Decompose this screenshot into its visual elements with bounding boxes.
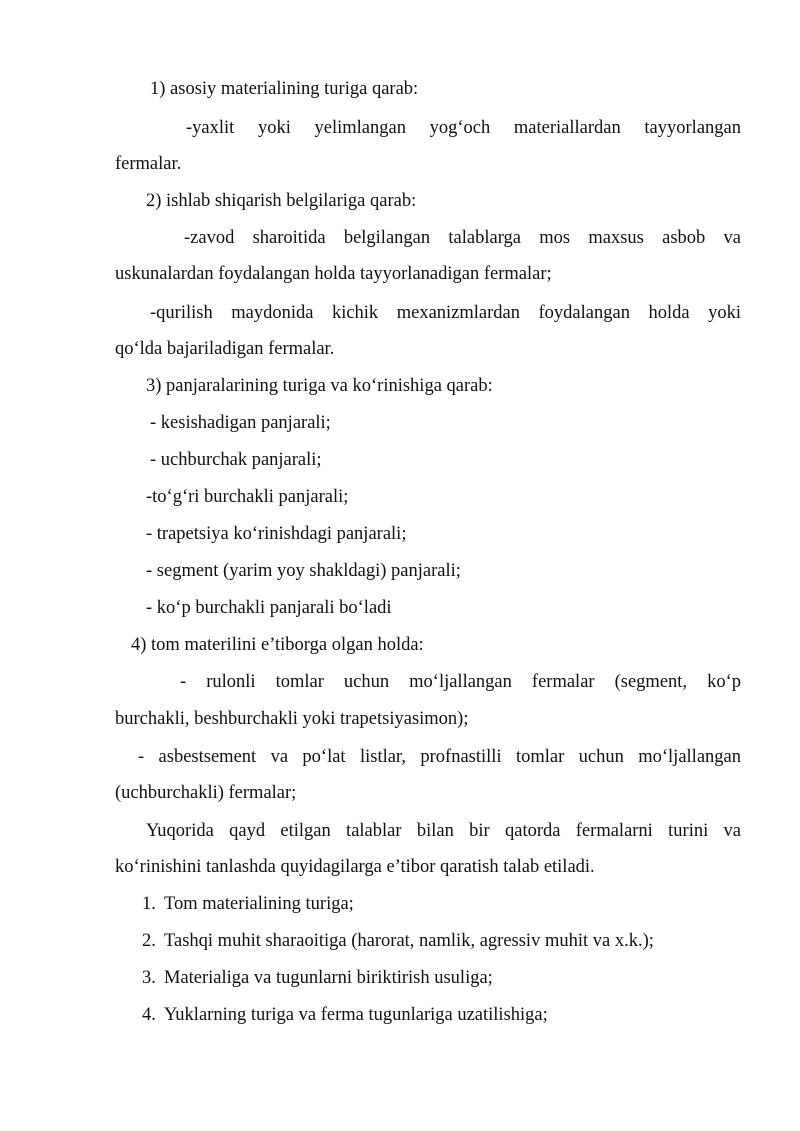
list-item-text: Yuklarning turiga va ferma tugunlariga uzatilishiga;	[164, 1005, 548, 1025]
list-item: - uchburchak panjarali;	[150, 450, 322, 470]
list-item: - ko‘p burchakli panjarali bo‘ladi	[146, 598, 392, 618]
paragraph-line: -qurilish maydonida kichik mexanizmlardan foydalangan holda yoki	[150, 303, 741, 323]
list-number: 4.	[142, 1005, 156, 1025]
list-item: - segment (yarim yoy shakldagi) panjarali;	[146, 561, 461, 581]
section-heading-3: 3) panjaralarining turiga va ko‘rinishiga qarab:	[146, 376, 493, 396]
list-item: - trapetsiya ko‘rinishdagi panjarali;	[146, 524, 407, 544]
section-heading-2: 2) ishlab shiqarish belgilariga qarab:	[146, 191, 417, 211]
list-number: 1.	[142, 894, 156, 914]
paragraph-line: ko‘rinishini tanlashda quyidagilarga e’tibor qaratish talab etiladi.	[115, 857, 595, 877]
paragraph-line: qo‘lda bajariladigan fermalar.	[115, 339, 335, 359]
list-number: 2.	[142, 931, 156, 951]
list-number: 3.	[142, 968, 156, 988]
paragraph-line: (uchburchakli) fermalar;	[115, 783, 297, 803]
list-item: - kesishadigan panjarali;	[150, 413, 331, 433]
list-item-text: Tom materialining turiga;	[164, 894, 354, 914]
list-item: -to‘g‘ri burchakli panjarali;	[146, 487, 349, 507]
paragraph-line: - asbestsement va po‘lat listlar, profnastilli tomlar uchun mo‘ljallangan	[138, 747, 741, 767]
paragraph-line: Yuqorida qayd etilgan talablar bilan bir qatorda fermalarni turini va	[146, 821, 741, 841]
section-heading-4: 4) tom materilini e’tiborga olgan holda:	[131, 635, 424, 655]
paragraph-line: -zavod sharoitida belgilangan talablarga mos maxsus asbob va	[184, 228, 741, 248]
paragraph-line: fermalar.	[115, 154, 182, 174]
paragraph-line: burchakli, beshburchakli yoki trapetsiyasimon);	[115, 709, 469, 729]
list-item-text: Tashqi muhit sharaoitiga (harorat, namlik, agressiv muhit va x.k.);	[164, 931, 654, 951]
section-heading-1: 1) asosiy materialining turiga qarab:	[150, 79, 419, 99]
list-item-text: Materialiga va tugunlarni biriktirish usuliga;	[164, 968, 493, 988]
paragraph-line: -yaxlit yoki yelimlangan yog‘och materiallardan tayyorlangan	[186, 118, 741, 138]
paragraph-line: - rulonli tomlar uchun mo‘ljallangan fermalar (segment, ko‘p	[180, 672, 741, 692]
paragraph-line: uskunalardan foydalangan holda tayyorlanadigan fermalar;	[115, 264, 552, 284]
